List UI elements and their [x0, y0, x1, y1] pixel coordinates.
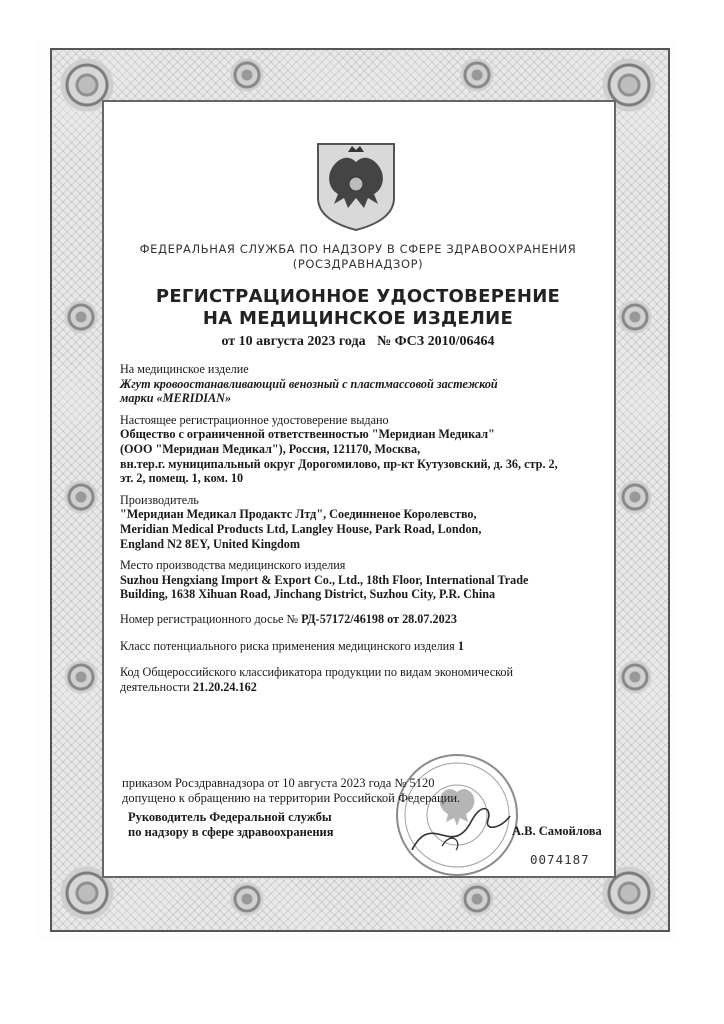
- okpd-row: [120, 680, 608, 695]
- issue-date: от 10 августа 2023 года: [221, 334, 366, 349]
- production-site-line: Building, 1638 Xihuan Road, Jinchang District, Suzhou City, P.R. China: [120, 587, 496, 602]
- official-seal-icon: [392, 750, 522, 880]
- manufacturer-line: "Меридиан Медикал Продактс Лтд", Соединненое Королевство,: [120, 507, 477, 522]
- signatory-title-line: Руководитель Федеральной службы: [128, 810, 332, 824]
- border-rosette: [64, 660, 98, 694]
- border-rosette: [618, 300, 652, 334]
- signatory-title: [128, 810, 368, 840]
- agency-abbreviation: (РОСЗДРАВНАДЗОР): [292, 257, 424, 271]
- issued-to-line: эт. 2, помещ. 1, ком. 10: [120, 471, 244, 486]
- order-line: приказом Росздравнадзора от 10 августа 2023 года № 5120: [122, 776, 435, 790]
- risk-class-row: [120, 639, 608, 654]
- production-site-label: Место производства медицинского изделия: [120, 558, 346, 573]
- border-rosette: [230, 58, 264, 92]
- device-name-line: Жгут кровоостанавливающий венозный с пластмассовой застежкой: [120, 376, 498, 391]
- border-rosette: [64, 480, 98, 514]
- order-line: допущено к обращению на территории Российской Федерации.: [122, 791, 461, 805]
- border-rosette: [460, 882, 494, 916]
- agency-heading: [110, 242, 606, 272]
- manufacturer-line: England N2 8EY, United Kingdom: [120, 536, 301, 551]
- issue-line: [110, 334, 606, 350]
- manufacturer-label: Производитель: [120, 492, 199, 507]
- okpd-label-2: деятельности: [120, 679, 193, 694]
- dossier-value: РД-57172/46198 от 28.07.2023: [301, 611, 457, 626]
- approval-order: [122, 776, 542, 806]
- serial-number: 0074187: [530, 852, 590, 867]
- border-rosette: [618, 660, 652, 694]
- okpd-value: 21.20.24.162: [192, 679, 257, 694]
- border-rosette: [460, 58, 494, 92]
- signatory-name: А.В. Самойлова: [512, 824, 602, 838]
- issued-to-label: Настоящее регистрационное удостоверение выдано: [120, 412, 389, 427]
- dossier-row: [120, 612, 608, 627]
- issued-to-line: (ООО "Меридиан Медикал"), Россия, 121170, Москва,: [120, 441, 421, 456]
- okpd-label: Код Общероссийского классификатора продукции по видам экономической: [120, 665, 514, 680]
- title-line-2: НА МЕДИЦИНСКОЕ ИЗДЕЛИЕ: [202, 308, 514, 329]
- border-rosette: [230, 882, 264, 916]
- risk-class-label: Класс потенциального риска применения медицинского изделия: [120, 638, 458, 653]
- issued-to-line: Общество с ограниченной ответственностью "Меридиан Медикал": [120, 427, 495, 442]
- border-rosette: [64, 300, 98, 334]
- device-label: На медицинское изделие: [120, 362, 249, 376]
- issued-to-line: вн.тер.г. муниципальный округ Дорогомилово, пр-кт Кутузовский, д. 36, стр. 2,: [120, 456, 558, 471]
- border-rosette: [618, 480, 652, 514]
- coat-of-arms-icon: [312, 140, 400, 232]
- certificate-body: [120, 362, 608, 694]
- risk-class-value: 1: [457, 638, 464, 653]
- signatory-title-line: по надзору в сфере здравоохранения: [128, 825, 334, 839]
- production-site-line: Suzhou Hengxiang Import & Export Co., Ltd., 18th Floor, International Trade: [120, 572, 529, 587]
- title-line-1: РЕГИСТРАЦИОННОЕ УДОСТОВЕРЕНИЕ: [155, 286, 561, 307]
- dossier-label: Номер регистрационного досье №: [120, 611, 302, 626]
- agency-name: ФЕДЕРАЛЬНАЯ СЛУЖБА ПО НАДЗОРУ В СФЕРЕ ЗДРАВООХРАНЕНИЯ: [139, 242, 577, 256]
- certificate-number: № ФСЗ 2010/06464: [377, 334, 495, 349]
- device-name-line: марки «MERIDIAN»: [120, 391, 232, 406]
- manufacturer-line: Meridian Medical Products Ltd, Langley House, Park Road, London,: [120, 521, 482, 536]
- document-title: [110, 286, 606, 330]
